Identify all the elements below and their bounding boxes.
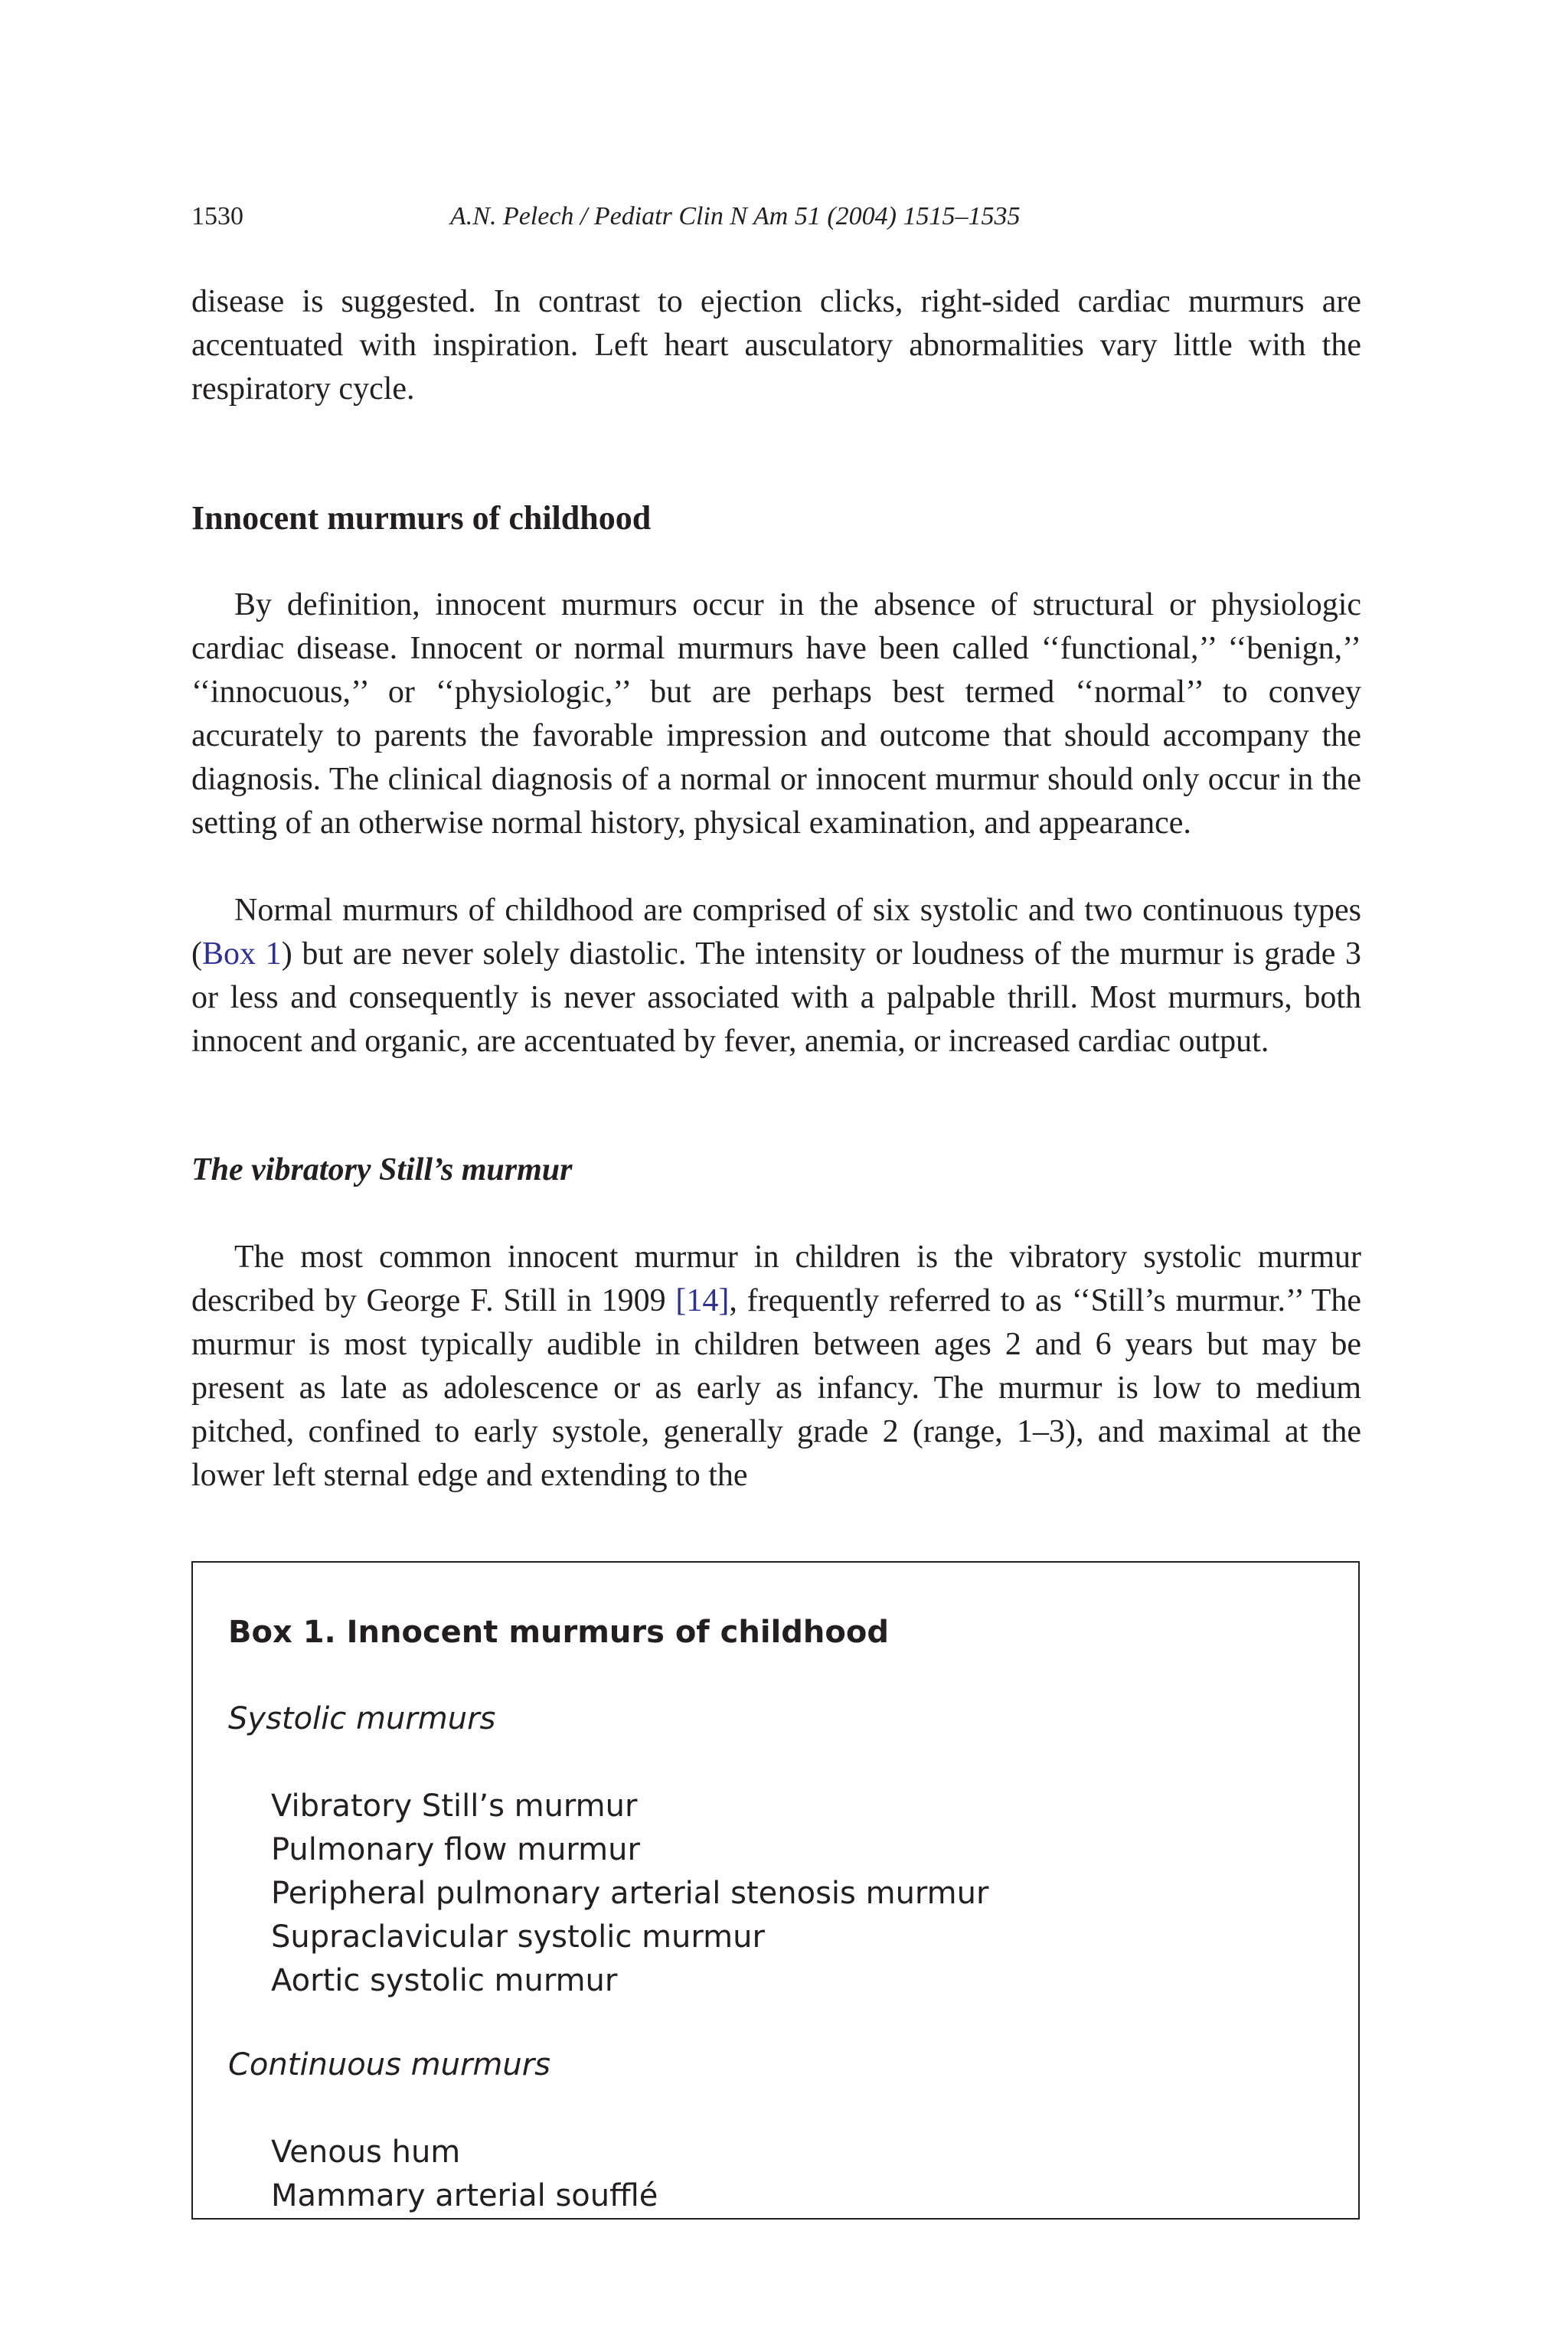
systolic-murmurs-list xyxy=(271,1785,988,2003)
list-item: Supraclavicular systolic murmur xyxy=(271,1919,765,1955)
paragraph-normal-murmurs xyxy=(191,889,1361,1063)
list-item: Aortic systolic murmur xyxy=(271,1963,618,1998)
paragraph-stills-murmur xyxy=(191,1236,1361,1498)
list-item: Vibratory Still’s murmur xyxy=(271,1788,638,1824)
list-item: Venous hum xyxy=(271,2135,461,2170)
list-item: Pulmonary flow murmur xyxy=(271,1832,640,1867)
paragraph-text: , frequently referred to as ‘‘Still’s murmur.’’ The murmur is most typically audible in children between ages 2 and 6 years but may be present as late as adolescence or as early as infancy. The murmur is low to medium pitched, confined to early systole, generally grade 2 (range, 1–3), and maximal at the lower left sternal edge and extending to the xyxy=(191,1283,1361,1493)
section-heading: Innocent murmurs of childhood xyxy=(191,499,652,537)
list-item: Peripheral pulmonary arterial stenosis murmur xyxy=(271,1876,989,1911)
paragraph-text: The most common innocent murmur in children is the vibratory systolic murmur described by George F. Still in 1909 xyxy=(191,1240,1361,1318)
paragraph-continuation: disease is suggested. In contrast to ejection clicks, right-sided cardiac murmurs are accentuated with inspiration. Left heart ausculatory abnormalities vary little with the respiratory cycle. xyxy=(191,284,1361,407)
list-item: Mammary arterial soufflé xyxy=(271,2178,658,2213)
page-number: 1530 xyxy=(191,202,243,230)
continuous-murmurs-heading: Continuous murmurs xyxy=(228,2047,550,2082)
journal-citation: A.N. Pelech / Pediatr Clin N Am 51 (2004) 1515–1535 xyxy=(450,202,1021,230)
paragraph-text: Normal murmurs of childhood are comprised of six systolic and two continuous types ( xyxy=(191,893,1361,972)
running-head xyxy=(191,198,1361,236)
subsection-heading: The vibratory Still’s murmur xyxy=(191,1152,573,1187)
systolic-murmurs-heading: Systolic murmurs xyxy=(228,1701,496,1736)
paragraph-definition: By definition, innocent murmurs occur in the absence of structural or physiologic cardiac disease. Innocent or normal murmurs have been called ‘‘functional,’’ ‘‘benign,’’ ‘‘innocuous,’’ or ‘‘physiologic,’’ but are perhaps best termed ‘‘normal’’ to convey accurately to parents the favorable impression and outcome that should accompany the diagnosis. The clinical diagnosis of a normal or innocent murmur should only occur in the setting of an otherwise normal history, physical examination, and appearance. xyxy=(191,587,1361,841)
box-1-link[interactable]: Box 1 xyxy=(202,936,282,972)
journal-page xyxy=(191,0,1361,2352)
continuous-murmurs-list xyxy=(271,2131,658,2218)
paragraph-text: ) but are never solely diastolic. The intensity or loudness of the murmur is grade 3 or less and consequently is never associated with a palpable thrill. Most murmurs, both innocent and organic, are accentuated by fever, anemia, or increased cardiac output. xyxy=(191,936,1362,1059)
reference-14-link[interactable]: [14] xyxy=(675,1283,730,1318)
box-title: Box 1. Innocent murmurs of childhood xyxy=(228,1615,889,1650)
box-1-innocent-murmurs xyxy=(191,1561,1360,2220)
